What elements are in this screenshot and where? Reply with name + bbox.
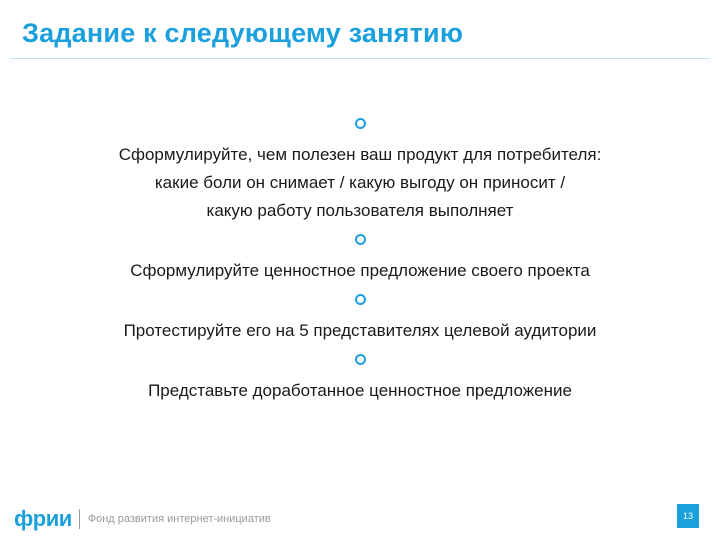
task-item-4-line-1: Представьте доработанное ценностное предложение: [148, 381, 572, 400]
logo-divider: [79, 509, 80, 529]
task-item-2-line-1: Сформулируйте ценностное предложение своего проекта: [130, 261, 590, 280]
task-list: [0, 118, 720, 405]
frii-logo: фрии: [14, 506, 72, 531]
task-item-1-line-1: Сформулируйте, чем полезен ваш продукт для потребителя:: [118, 145, 602, 164]
page-number-badge: 13: [677, 504, 699, 528]
ring-bullet-icon: [355, 118, 366, 129]
task-item-2: [130, 257, 590, 285]
task-item-4: [148, 377, 572, 405]
task-item-1: [119, 141, 602, 225]
page-title: Задание к следующему занятию: [22, 18, 464, 48]
footer-tagline: Фонд развития интернет-инициатив: [87, 513, 271, 525]
task-item-3-line-1: Протестируйте его на 5 представителях целевой аудитории: [123, 321, 597, 340]
task-item-1-line-3: какую работу пользователя выполняет: [206, 201, 514, 220]
title-divider: [10, 58, 710, 59]
ring-bullet-icon: [355, 234, 366, 245]
ring-bullet-icon: [355, 294, 366, 305]
footer: [14, 506, 271, 532]
task-item-3: [124, 317, 597, 345]
ring-bullet-icon: [355, 354, 366, 365]
task-item-1-line-2: какие боли он снимает / какую выгоду он приносит /: [154, 173, 566, 192]
